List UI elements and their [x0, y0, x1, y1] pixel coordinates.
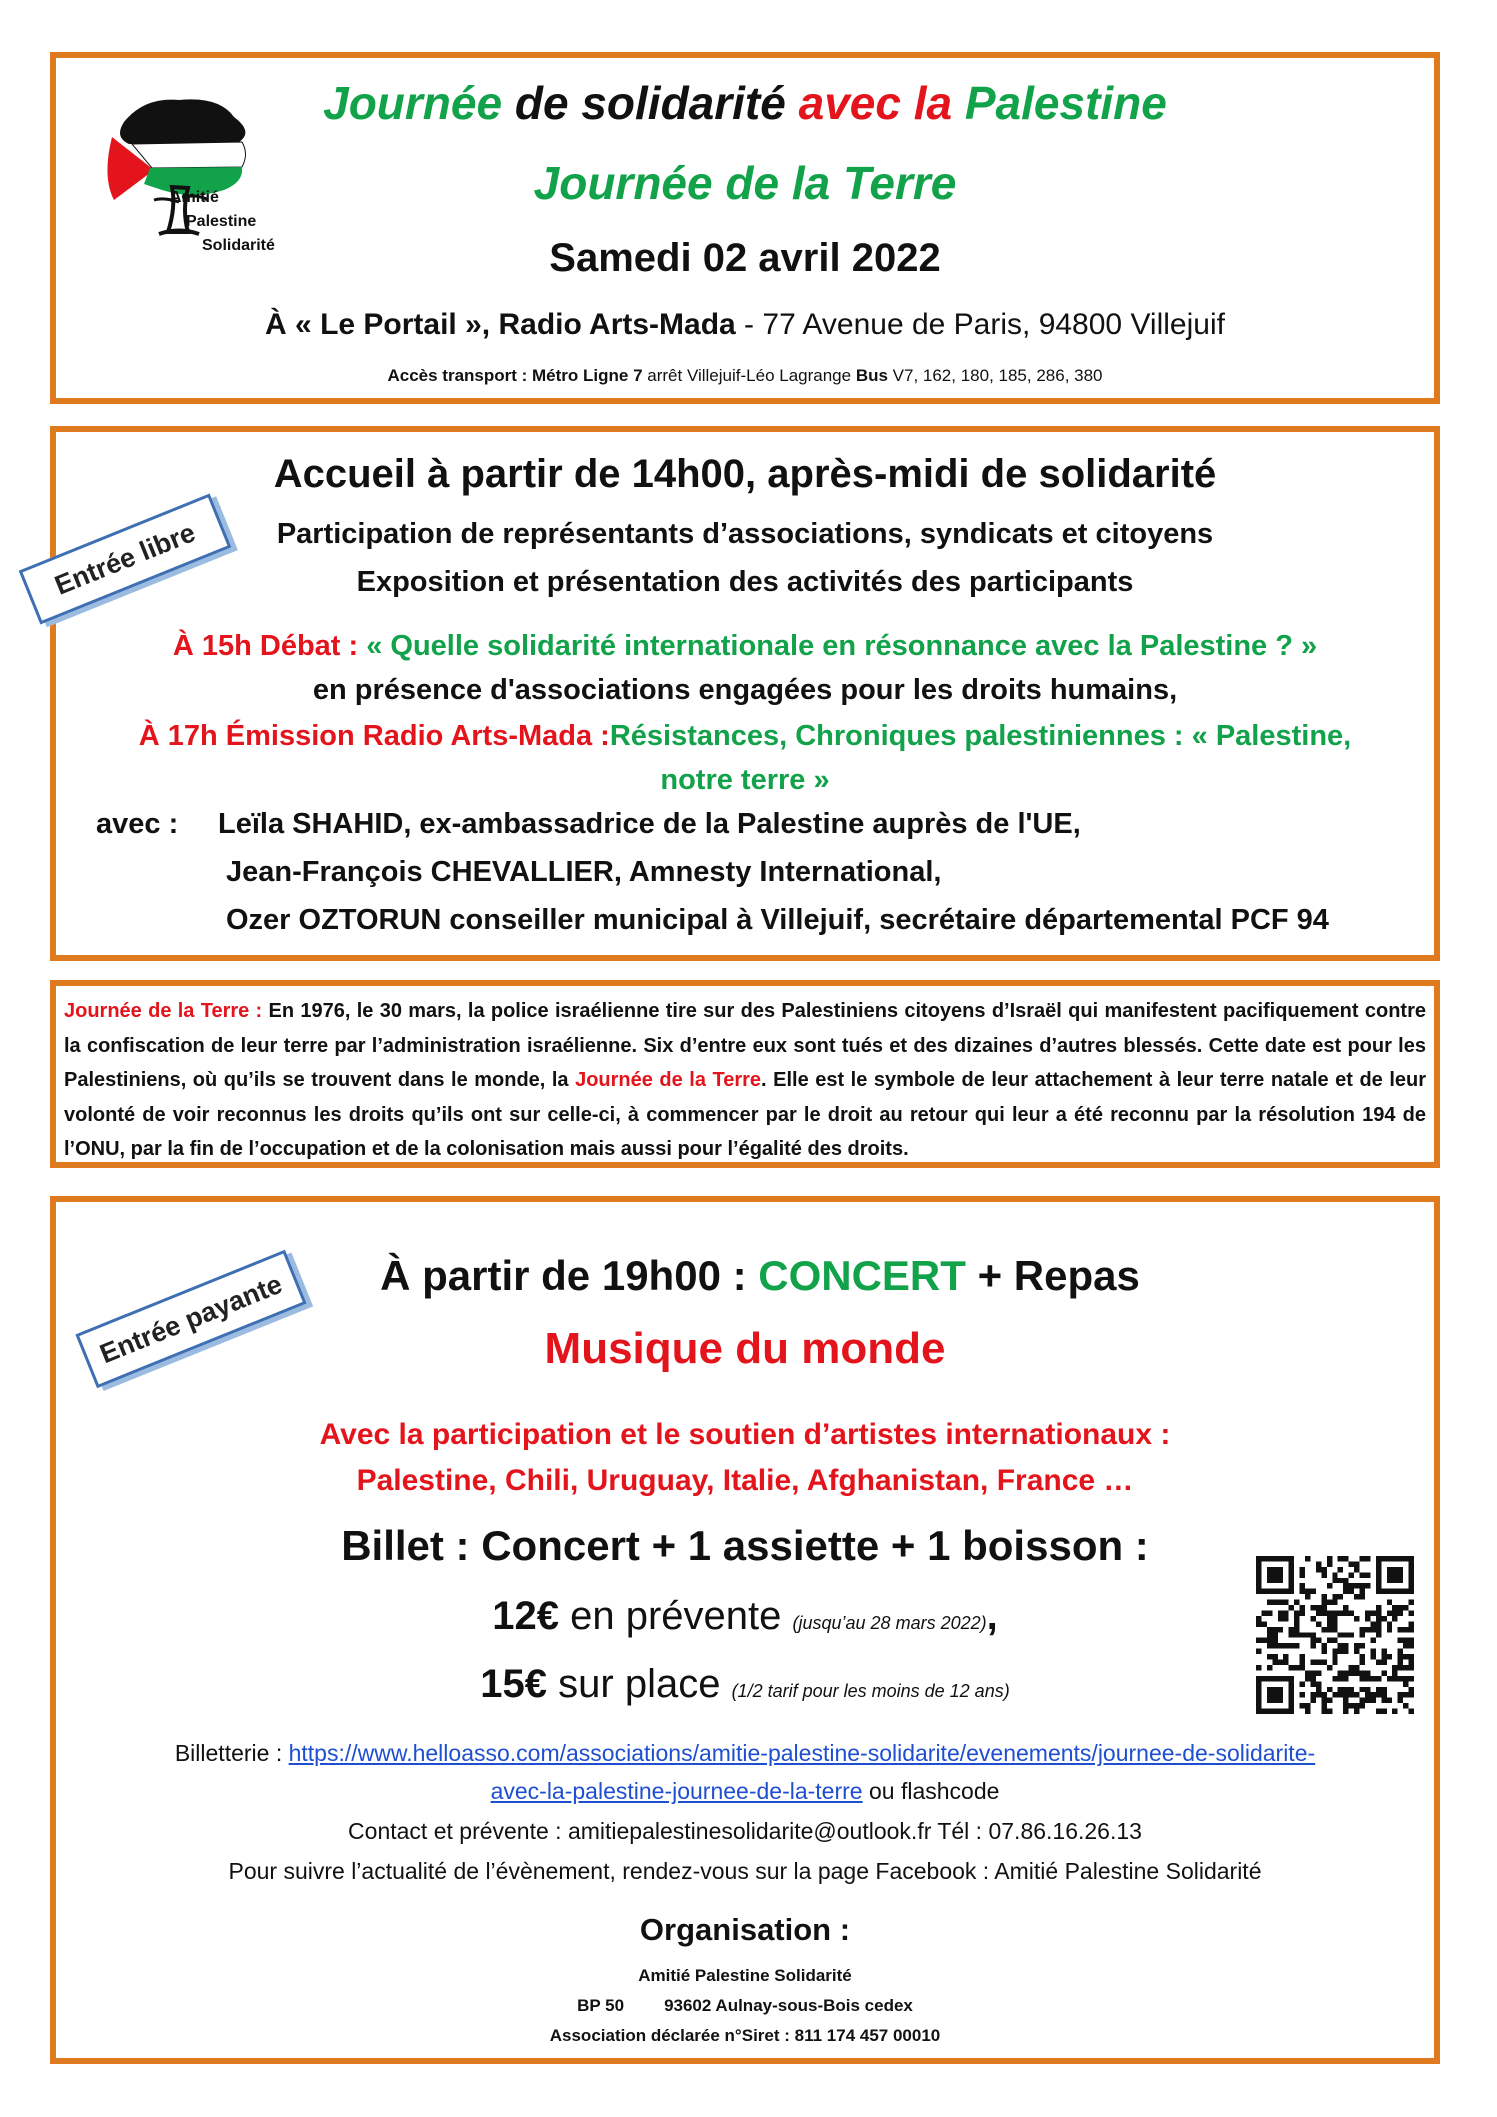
- venue: À « Le Portail », Radio Arts-Mada - 77 Avenue de Paris, 94800 Villejuif: [265, 308, 1225, 341]
- free-entry-stamp: Entrée libre: [19, 494, 232, 625]
- radio-line-2: notre terre »: [660, 764, 830, 796]
- presale-price-line: 12€ en prévente (jusqu’au 28 mars 2022),: [492, 1594, 998, 1638]
- page-title: Journée de solidarité avec la Palestine: [323, 77, 1167, 129]
- transport-access: Accès transport : Métro Ligne 7 arrêt Villejuif-Léo Lagrange Bus V7, 162, 180, 185, 286, 380: [387, 366, 1103, 385]
- paid-entry-stamp: Entrée payante: [75, 1250, 306, 1388]
- guest-2: Jean-François CHEVALLIER, Amnesty International,: [226, 856, 942, 888]
- logo-line-1: Amitié: [170, 189, 219, 206]
- organisation-address: BP 50 93602 Aulnay-sous-Bois cedex: [577, 1996, 913, 2015]
- guest-3: Ozer OZTORUN conseiller municipal à Villejuif, secrétaire départemental PCF 94: [226, 904, 1329, 936]
- logo-line-3: Solidarité: [202, 237, 275, 254]
- ticketing-line-1: Billetterie : https://www.helloasso.com/associations/amitie-palestine-solidarite/evenements/journee-de-solidarite-: [174, 1740, 1316, 1766]
- evening-box: [50, 1196, 1440, 2064]
- land-day-box: [50, 980, 1440, 1168]
- logo-line-2: Palestine: [186, 213, 257, 230]
- afternoon-line-1: Participation de représentants d’associations, syndicats et citoyens: [276, 518, 1214, 550]
- land-day-paragraph: Journée de la Terre : En 1976, le 30 mars, la police israélienne tire sur des Palestiniens citoyens d’Israël qui manifestent pacifiquement contre la confiscation de leur terre par l’administration israélienne. Six d’entre eux sont tués et des dizaines d’autres blessés. Cette date est pour les Palestiniens, où qu’ils se trouvent dans le monde, la Journée de la Terre. Elle est le symbole de leur attachement à leur terre natale et de leur volonté de voir reconnus les droits qu’ils ont sur celle-ci, à commencer par le droit au retour qui leur a été reconnu par la résolution 194 de l’ONU, par la fin de l’occupation et de la colonisation mais aussi pour l’égalité des droits.: [64, 1000, 1427, 1160]
- qr-code-icon[interactable]: [1256, 1556, 1414, 1714]
- page-subtitle: Journée de la Terre: [533, 157, 957, 209]
- debate-line: À 15h Débat : « Quelle solidarité internationale en résonnance avec la Palestine ? »: [172, 630, 1318, 662]
- header-box: [50, 52, 1440, 404]
- afternoon-heading: Accueil à partir de 14h00, après-midi de solidarité: [273, 452, 1217, 496]
- onsite-price-line: 15€ sur place (1/2 tarif pour les moins de 12 ans): [480, 1662, 1010, 1706]
- artists-line-2: Palestine, Chili, Uruguay, Italie, Afghanistan, France …: [356, 1464, 1134, 1497]
- afternoon-line-2: Exposition et présentation des activités des participants: [356, 566, 1134, 598]
- organisation-heading: Organisation :: [639, 1912, 851, 1947]
- facebook-line: Pour suivre l’actualité de l’évènement, rendez-vous sur la page Facebook : Amitié Palestine Solidarité: [228, 1858, 1262, 1884]
- evening-heading: À partir de 19h00 : CONCERT + Repas: [380, 1252, 1140, 1299]
- music-title: Musique du monde: [544, 1324, 946, 1373]
- ticketing-link[interactable]: https://www.helloasso.com/associations/amitie-palestine-solidarite/evenements/journee-de-solidarite-: [288, 1740, 1316, 1766]
- debate-subline: en présence d'associations engagées pour les droits humains,: [312, 674, 1178, 706]
- contact-line: Contact et prévente : amitiepalestinesolidarite@outlook.fr Tél : 07.86.16.26.13: [348, 1818, 1142, 1844]
- ticketing-line-2: avec-la-palestine-journee-de-la-terre ou flashcode: [490, 1778, 1000, 1804]
- organisation-siret: Association déclarée n°Siret : 811 174 457 00010: [549, 2026, 941, 2045]
- artists-line-1: Avec la participation et le soutien d’artistes internationaux :: [319, 1418, 1171, 1451]
- guest-1: Leïla SHAHID, ex-ambassadrice de la Palestine auprès de l'UE,: [218, 808, 1081, 840]
- guests-with-label: avec :: [96, 808, 179, 840]
- radio-line: À 17h Émission Radio Arts-Mada :Résistances, Chroniques palestiniennes : « Palestine,: [138, 720, 1352, 752]
- afternoon-box: [50, 426, 1440, 961]
- ticketing-link-continued[interactable]: avec-la-palestine-journee-de-la-terre: [490, 1778, 863, 1804]
- event-date: Samedi 02 avril 2022: [549, 236, 941, 280]
- organisation-name: Amitié Palestine Solidarité: [638, 1966, 852, 1985]
- ticket-line: Billet : Concert + 1 assiette + 1 boisson :: [341, 1522, 1149, 1569]
